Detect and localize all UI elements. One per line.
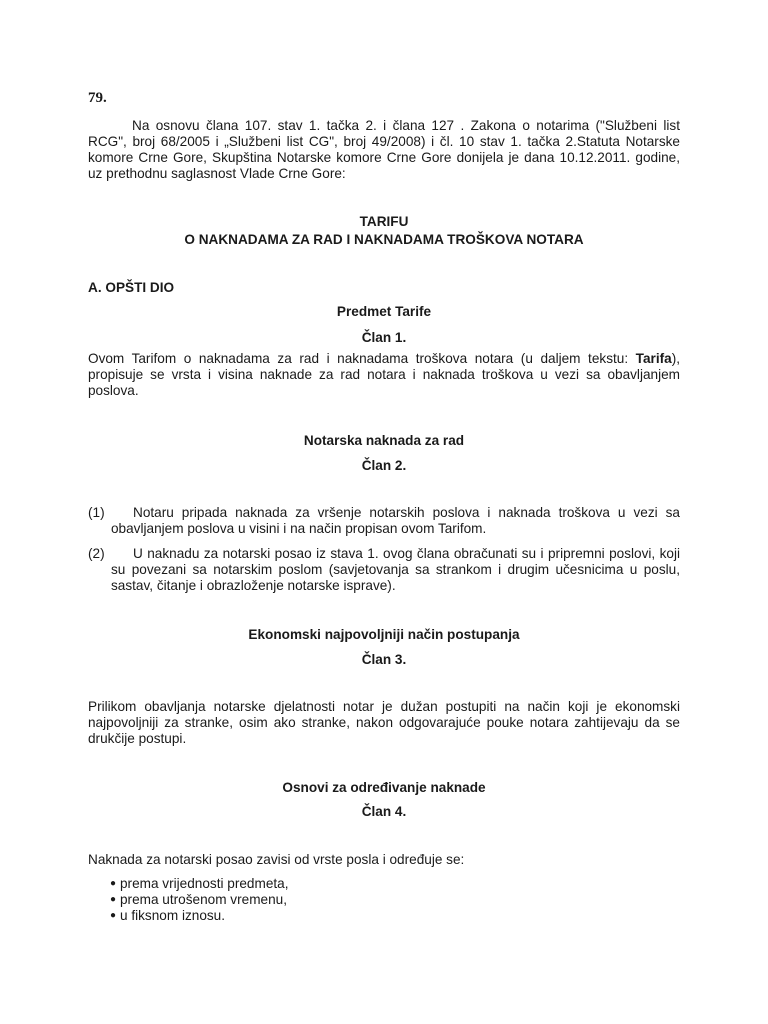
article-2-item-2 — [88, 546, 680, 594]
bullet-icon: ● — [110, 894, 117, 905]
list-item-text: prema vrijednosti predmeta, — [120, 876, 289, 891]
section-heading-a: A. OPŠTI DIO — [88, 280, 175, 295]
bullet-icon: ● — [110, 878, 117, 889]
article-4-bullet-list — [88, 876, 289, 924]
article-3-number: Član 3. — [361, 652, 407, 667]
article-2-item-1 — [88, 505, 680, 537]
list-item-text: prema utrošenom vremenu, — [120, 892, 287, 907]
article-4-number: Član 4. — [361, 804, 407, 819]
list-item — [88, 908, 289, 924]
item-text: U naknadu za notarski posao iz stava 1. ovog člana obračunati su i pripremni poslovi, koji su povezani sa notarskim poslom (savjetovanja sa strankom i drugim učesnicima u poslu, sastav, čitanje i obrazloženje notarske isprave). — [111, 546, 680, 593]
intro-paragraph: Na osnovu člana 107. stav 1. tačka 2. i člana 127 . Zakona o notarima ("Službeni list RCG", broj 68/2005 i „Službeni list CG", broj 49/2008) i čl. 10 stav 1. tačka 2.Statuta Notarske komore Crne Gore, Skupština Notarske komore Crne Gore donijela je dana 10.12.2011. godine, uz prethodnu saglasnost Vlade Crne Gore: — [88, 118, 680, 181]
article-3-heading: Ekonomski najpovoljniji način postupanja — [248, 627, 520, 642]
document-title: TARIFU — [359, 214, 409, 229]
item-label: (1) — [88, 505, 105, 520]
article-2-heading: Notarska naknada za rad — [303, 433, 465, 448]
document-number: 79. — [88, 90, 107, 106]
article-2-number: Član 2. — [361, 458, 407, 473]
item-label: (2) — [88, 546, 105, 561]
list-item — [88, 876, 289, 892]
bullet-icon: ● — [110, 910, 117, 921]
list-item-text: u fiksnom iznosu. — [120, 908, 226, 923]
document-subtitle: O NAKNADAMA ZA RAD I NAKNADAMA TROŠKOVA NOTARA — [184, 232, 584, 247]
article-1-heading: Predmet Tarife — [336, 304, 432, 319]
item-text: Notaru pripada naknada za vršenje notarskih poslova i naknada troškova u vezi sa obavljanjem poslova u visini i na način propisan ovom Tarifom. — [111, 505, 680, 536]
article-4-text: Naknada za notarski posao zavisi od vrste posla i određuje se: — [88, 852, 465, 867]
document-page — [88, 0, 680, 1024]
article-4-heading: Osnovi za određivanje naknade — [282, 780, 486, 795]
article-3-text: Prilikom obavljanja notarske djelatnosti notar je dužan postupiti na način koji je ekonomski najpovoljniji za stranke, osim ako stranke, nakon odgovarajuće pouke notara zahtijevaju da se drukčije postupi. — [88, 699, 680, 746]
article-1-number: Član 1. — [361, 330, 407, 345]
list-item — [88, 892, 289, 908]
article-1-text: Ovom Tarifom o naknadama za rad i naknadama troškova notara (u daljem tekstu: Tarifa), propisuje se vrsta i visina naknade za rad notara i naknada troškova u vezi sa obavljanjem poslova. — [88, 351, 680, 398]
